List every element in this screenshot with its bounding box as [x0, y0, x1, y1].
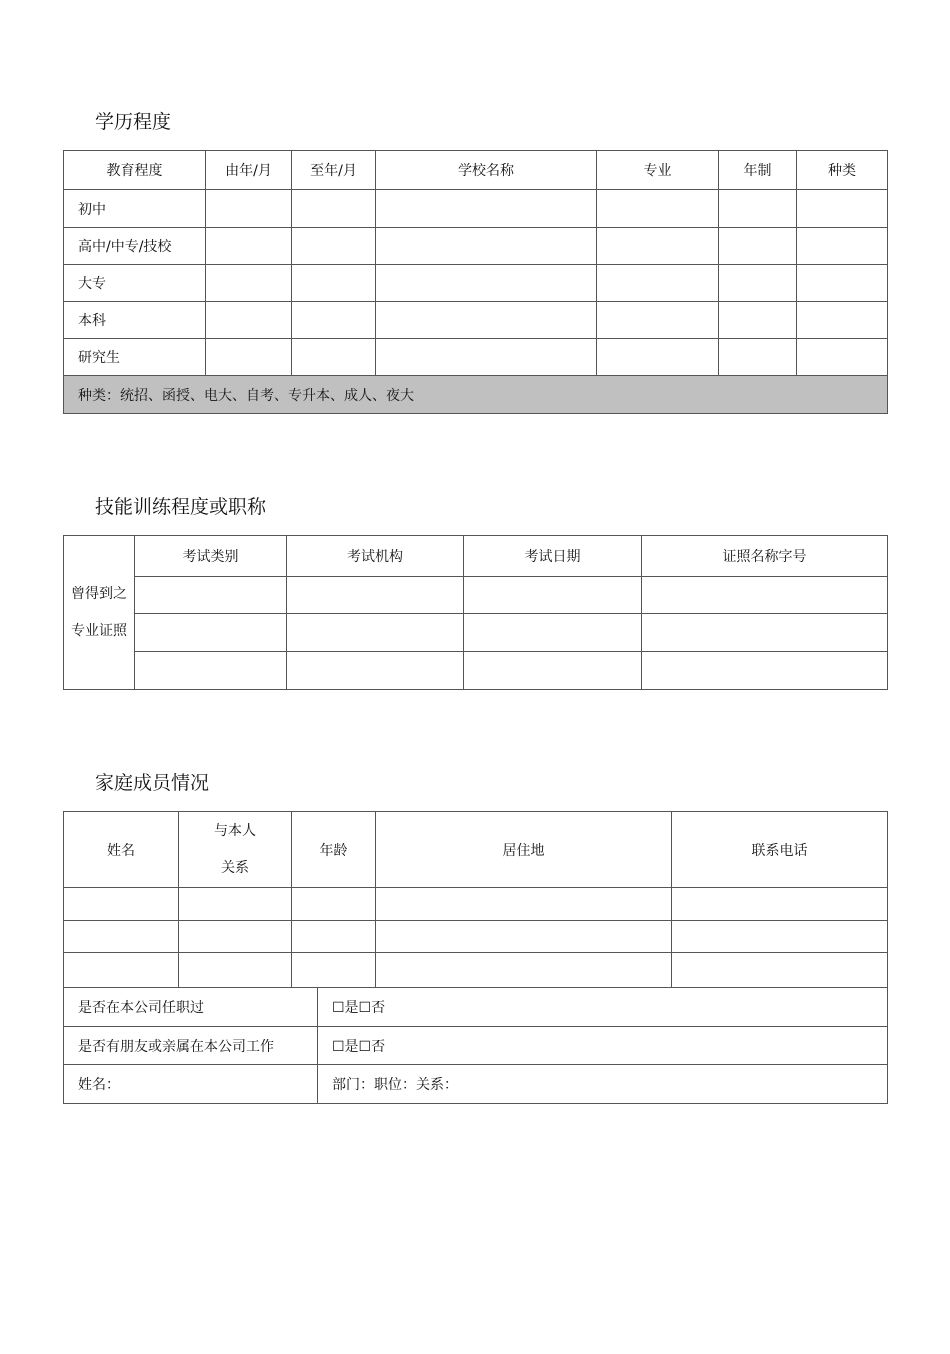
header-from-date: 由年/月: [206, 151, 292, 190]
header-name: 姓名: [64, 812, 179, 888]
education-level-label: 高中/中专/技校: [64, 228, 206, 265]
education-level-label: 本科: [64, 302, 206, 339]
family-row: [64, 921, 888, 953]
education-row: [64, 190, 888, 228]
member-residence-cell[interactable]: [376, 888, 672, 921]
relatives-at-company-question: 是否有朋友或亲属在本公司工作: [64, 1027, 318, 1065]
education-type-note: 种类：统招、函授、电大、自考、专升本、成人、夜大: [64, 376, 888, 414]
from-date-cell[interactable]: [206, 190, 292, 228]
header-education-level: 教育程度: [64, 151, 206, 190]
header-exam-institution: 考试机构: [287, 536, 464, 577]
school-name-cell[interactable]: [376, 339, 597, 376]
member-relationship-cell[interactable]: [179, 953, 292, 988]
certificate-cell[interactable]: [642, 652, 888, 690]
member-name-cell[interactable]: [64, 921, 179, 953]
member-age-cell[interactable]: [292, 921, 376, 953]
to-date-cell[interactable]: [292, 302, 376, 339]
previous-employment-row: [64, 988, 888, 1027]
skills-row: [64, 614, 888, 652]
certificate-cell[interactable]: [642, 614, 888, 652]
school-name-cell[interactable]: [376, 302, 597, 339]
school-name-cell[interactable]: [376, 228, 597, 265]
certificate-label-line2: 专业证照: [71, 622, 127, 639]
skills-row: [64, 577, 888, 614]
skills-table: [63, 535, 888, 690]
exam-institution-cell[interactable]: [287, 614, 464, 652]
education-level-label: 研究生: [64, 339, 206, 376]
family-row: [64, 888, 888, 921]
education-row: [64, 339, 888, 376]
type-cell[interactable]: [797, 190, 888, 228]
type-cell[interactable]: [797, 339, 888, 376]
education-row: [64, 228, 888, 265]
header-exam-date: 考试日期: [464, 536, 642, 577]
header-years: 年制: [719, 151, 797, 190]
education-note-row: [64, 376, 888, 414]
to-date-cell[interactable]: [292, 339, 376, 376]
previous-employment-checkboxes[interactable]: ☐是☐否: [318, 988, 888, 1027]
member-name-cell[interactable]: [64, 953, 179, 988]
major-cell[interactable]: [597, 302, 719, 339]
from-date-cell[interactable]: [206, 302, 292, 339]
family-section-title: 家庭成员情况: [95, 772, 210, 794]
exam-category-cell[interactable]: [135, 577, 287, 614]
header-residence: 居住地: [376, 812, 672, 888]
exam-category-cell[interactable]: [135, 652, 287, 690]
header-certificate-name-number: 证照名称字号: [642, 536, 888, 577]
member-phone-cell[interactable]: [672, 921, 888, 953]
from-date-cell[interactable]: [206, 339, 292, 376]
relative-department-position-relation-field[interactable]: 部门：职位：关系：: [318, 1065, 888, 1104]
education-header-row: [64, 151, 888, 190]
to-date-cell[interactable]: [292, 265, 376, 302]
certificate-cell[interactable]: [642, 577, 888, 614]
school-name-cell[interactable]: [376, 265, 597, 302]
certificate-side-label: [64, 536, 135, 690]
education-level-label: 大专: [64, 265, 206, 302]
relatives-at-company-row: [64, 1027, 888, 1065]
family-header-row: [64, 812, 888, 888]
header-age: 年龄: [292, 812, 376, 888]
member-residence-cell[interactable]: [376, 921, 672, 953]
years-cell[interactable]: [719, 302, 797, 339]
exam-institution-cell[interactable]: [287, 577, 464, 614]
member-relationship-cell[interactable]: [179, 888, 292, 921]
years-cell[interactable]: [719, 228, 797, 265]
type-cell[interactable]: [797, 302, 888, 339]
major-cell[interactable]: [597, 265, 719, 302]
education-table: [63, 150, 888, 414]
exam-institution-cell[interactable]: [287, 652, 464, 690]
years-cell[interactable]: [719, 265, 797, 302]
skills-header-row: [64, 536, 888, 577]
skills-row: [64, 652, 888, 690]
from-date-cell[interactable]: [206, 228, 292, 265]
relative-name-field[interactable]: 姓名：: [64, 1065, 318, 1104]
type-cell[interactable]: [797, 265, 888, 302]
member-relationship-cell[interactable]: [179, 921, 292, 953]
relationship-line1: 与本人: [214, 822, 256, 839]
education-section-title: 学历程度: [95, 111, 172, 133]
education-level-label: 初中: [64, 190, 206, 228]
education-row: [64, 265, 888, 302]
member-phone-cell[interactable]: [672, 888, 888, 921]
exam-date-cell[interactable]: [464, 614, 642, 652]
header-exam-category: 考试类别: [135, 536, 287, 577]
from-date-cell[interactable]: [206, 265, 292, 302]
major-cell[interactable]: [597, 228, 719, 265]
member-age-cell[interactable]: [292, 888, 376, 921]
to-date-cell[interactable]: [292, 190, 376, 228]
skills-section-title: 技能训练程度或职称: [95, 496, 267, 518]
previous-employment-question: 是否在本公司任职过: [64, 988, 318, 1027]
exam-date-cell[interactable]: [464, 652, 642, 690]
years-cell[interactable]: [719, 190, 797, 228]
relatives-at-company-checkboxes[interactable]: ☐是☐否: [318, 1027, 888, 1065]
header-type: 种类: [797, 151, 888, 190]
type-cell[interactable]: [797, 228, 888, 265]
certificate-label-line1: 曾得到之: [71, 585, 127, 602]
exam-date-cell[interactable]: [464, 577, 642, 614]
member-name-cell[interactable]: [64, 888, 179, 921]
major-cell[interactable]: [597, 339, 719, 376]
member-phone-cell[interactable]: [672, 953, 888, 988]
header-major: 专业: [597, 151, 719, 190]
header-phone: 联系电话: [672, 812, 888, 888]
header-school-name: 学校名称: [376, 151, 597, 190]
education-row: [64, 302, 888, 339]
school-name-cell[interactable]: [376, 190, 597, 228]
header-to-date: 至年/月: [292, 151, 376, 190]
family-table: [63, 811, 888, 1104]
member-residence-cell[interactable]: [376, 953, 672, 988]
to-date-cell[interactable]: [292, 228, 376, 265]
relationship-line2: 关系: [221, 859, 249, 876]
major-cell[interactable]: [597, 190, 719, 228]
exam-category-cell[interactable]: [135, 614, 287, 652]
relative-details-row: [64, 1065, 888, 1104]
member-age-cell[interactable]: [292, 953, 376, 988]
header-relationship: [179, 812, 292, 888]
family-row: [64, 953, 888, 988]
years-cell[interactable]: [719, 339, 797, 376]
